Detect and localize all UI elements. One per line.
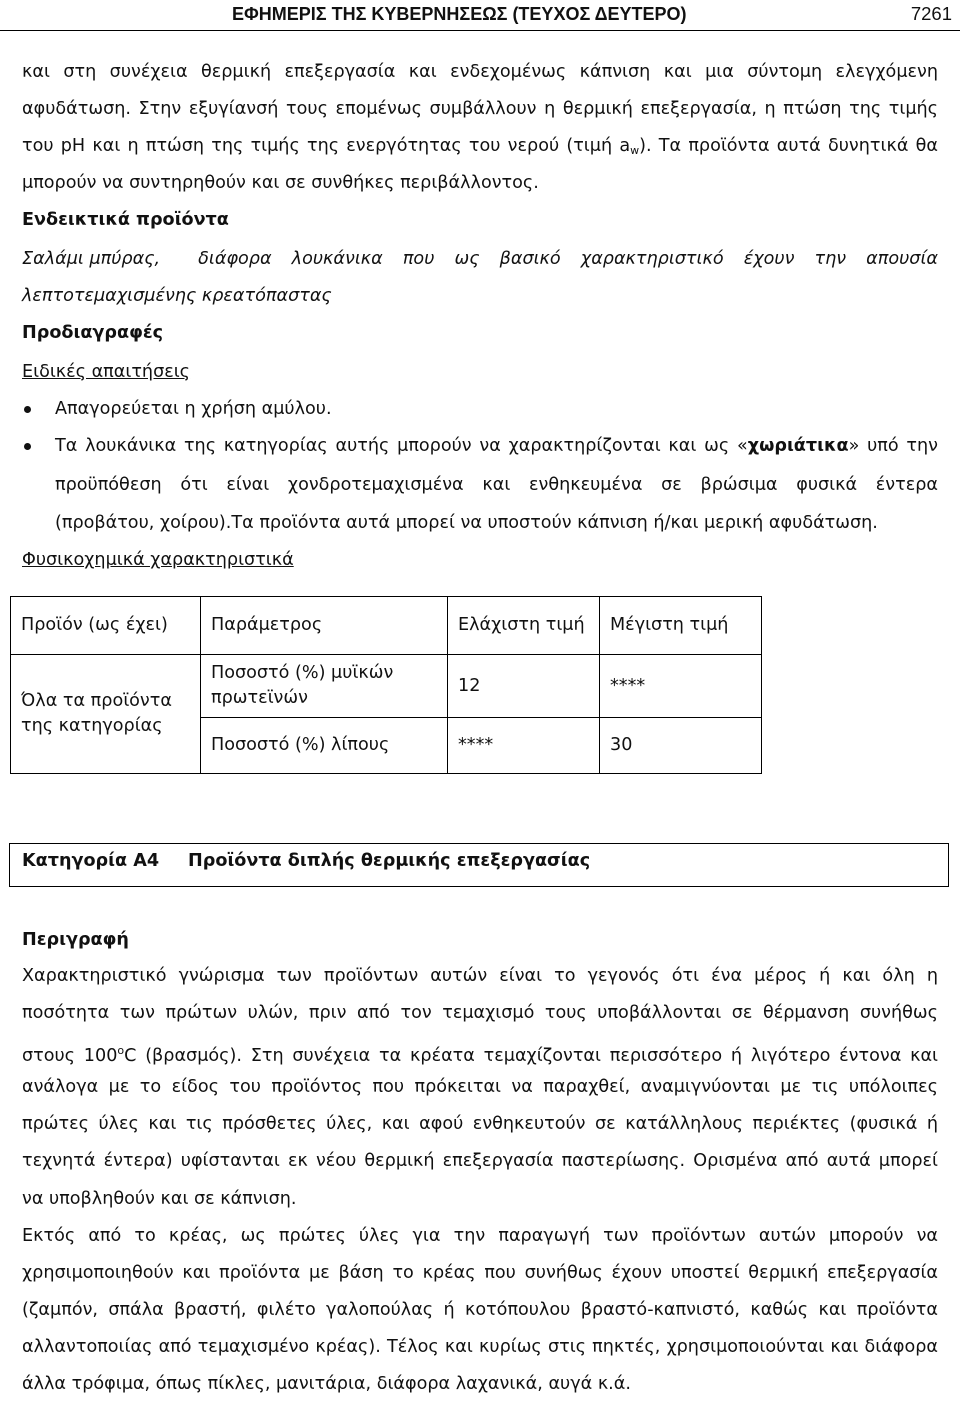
description-p2-line-4: αλλαντοποιίας από τεμαχισμένο κρέας). Τέλος και κυρίως στις πηκτές, χρησιμοποιούνται και διάφορα xyxy=(22,1337,938,1357)
intro-line-1: και στη συνέχεια θερμική επεξεργασία και ενδεχομένως κάπνιση και μια σύντομη ελεγχόμενη xyxy=(22,62,938,82)
intro-line-2: αφυδάτωση. Στην εξυγίανσή τους επομένως συμβάλλουν η θερμική επεξεργασία, η πτώση της τιμής xyxy=(22,99,938,119)
temp-text-a: στους 100 xyxy=(22,1045,118,1066)
temp-text-b: C (βρασμός). Στη συνέχεια τα κρέατα τεμαχίζονται περισσότερο ή λιγότερο έντονα και xyxy=(124,1045,939,1066)
description-p1-line-4: ανάλογα με το είδος του προϊόντος που πρόκειται να παραχθεί, αναμιγνύονται με τις υπόλοιπες xyxy=(22,1077,938,1097)
page-number: 7261 xyxy=(910,3,952,24)
description-p1-line-6: τεχνητά έντερα) υφίστανται εκ νέου θερμική επεξεργασία παστερίωσης. Ορισμένα από αυτά μπορεί xyxy=(22,1151,938,1171)
degree-superscript: ο xyxy=(117,1044,125,1057)
requirement-village-line-2: προϋπόθεση ότι είναι χονδροτεμαχισμένα και ενθηκευμένα σε βρώσιμα φυσικά έντερα xyxy=(55,475,938,495)
specs-heading: Προδιαγραφές xyxy=(22,323,164,343)
gazette-title: ΕΦΗΜΕΡΙΣ ΤΗΣ ΚΥΒΕΡΝΗΣΕΩΣ (ΤΕΥΧΟΣ ΔΕΥΤΕΡΟ) xyxy=(232,4,687,24)
description-p1-line-5: πρώτες ύλες και τις πρόσθετες ύλες, και αφού ενθηκευτούν σε κατάλληλους περιέκτες (φυσικά ή xyxy=(22,1114,938,1134)
max-cell: **** xyxy=(600,655,762,718)
water-activity-subscript: w xyxy=(630,144,640,157)
requirement-village-line-1 xyxy=(55,428,938,464)
header-parameter: Παράμετρος xyxy=(201,597,448,655)
products-line-2: λεπτοτεμαχισμένης κρεατόπαστας xyxy=(22,286,332,306)
table-header-row xyxy=(11,597,762,655)
table-row xyxy=(11,655,762,718)
header-max: Μέγιστη τιμή xyxy=(600,597,762,655)
description-heading: Περιγραφή xyxy=(22,930,129,950)
physicochemical-heading: Φυσικοχημικά χαρακτηριστικά xyxy=(22,550,294,570)
parameter-cell: Ποσοστό (%) λίπους xyxy=(201,718,448,774)
specific-requirements-heading: Ειδικές απαιτήσεις xyxy=(22,362,191,382)
requirement-starch: Απαγορεύεται η χρήση αμύλου. xyxy=(55,399,332,419)
products-line-1 xyxy=(22,241,938,278)
products-first-item: Σαλάμι μπύρας, xyxy=(22,249,161,269)
bullet-icon xyxy=(24,443,31,450)
intro-line-4: μπορούν να συντηρηθούν και σε συνθήκες περιβάλλοντος. xyxy=(22,173,539,193)
bullet-icon xyxy=(24,406,31,413)
page-header xyxy=(0,0,960,31)
description-p2-line-3: (ζαμπόν, σπάλα βραστή, φιλέτο γαλοπούλας ή κοτόπουλου βραστό-καπνιστό, καθώς και προϊόντα xyxy=(22,1300,938,1320)
header-min: Ελάχιστη τιμή xyxy=(448,597,600,655)
intro-line-3 xyxy=(22,128,938,169)
description-p2-line-1: Εκτός από το κρέας, ως πρώτες ύλες για την παραγωγή των προϊόντων αυτών μπορούν να xyxy=(22,1226,938,1246)
header-product: Προϊόν (ως έχει) xyxy=(11,597,201,655)
category-box xyxy=(9,843,949,887)
description-p1-line-1: Χαρακτηριστικό γνώρισμα των προϊόντων αυτών είναι το γεγονός ότι ένα μέρος ή και όλη η xyxy=(22,966,938,986)
product-cell: Όλα τα προϊόντα της κατηγορίας xyxy=(11,655,201,774)
physicochemical-table xyxy=(10,596,762,774)
intro-line-3-a: του pH και η πτώση της τιμής της ενεργότητας του νερού (τιμή a xyxy=(22,136,631,156)
village-text-a: Τα λουκάνικα της κατηγορίας αυτής μπορούν να χαρακτηρίζονται και ως « xyxy=(55,436,748,456)
category-code: Κατηγορία Α4 xyxy=(22,851,160,871)
description-p2-line-2: χρησιμοποιηθούν και προϊόντα με βάση το κρέας που συνήθως έχουν υποστεί θερμική επεξεργασία xyxy=(22,1263,938,1283)
description-p2-line-5: άλλα τρόφιμα, όπως πίκλες, μανιτάρια, διάφορα λαχανικά, αυγά κ.ά. xyxy=(22,1374,631,1394)
village-text-b: » υπό την xyxy=(848,436,938,456)
products-heading: Ενδεικτικά προϊόντα xyxy=(22,210,229,230)
requirement-village-line-3: (προβάτου, χοίρου).Τα προϊόντα αυτά μπορεί να υποστούν κάπνιση ή/και μερική αφυδάτωση. xyxy=(55,513,878,533)
description-p1-line-2: ποσότητα των πρώτων υλών, πριν από τον τεμαχισμό τους υποβάλλονται σε θέρμανση συνήθως xyxy=(22,1003,938,1023)
max-cell: 30 xyxy=(600,718,762,774)
intro-line-3-b: ). Τα προϊόντα αυτά δυνητικά θα xyxy=(639,136,938,156)
products-rest: διάφορα λουκάνικα που ως βασικό χαρακτηριστικό έχουν την απουσία xyxy=(198,249,938,269)
min-cell: 12 xyxy=(448,655,600,718)
description-p1-line-7: να υποβληθούν και σε κάπνιση. xyxy=(22,1189,297,1209)
parameter-cell: Ποσοστό (%) μυϊκών πρωτεϊνών xyxy=(201,655,448,718)
village-term: χωριάτικα xyxy=(747,436,849,456)
min-cell: **** xyxy=(448,718,600,774)
category-title: Προϊόντα διπλής θερμικής επεξεργασίας xyxy=(188,851,591,871)
